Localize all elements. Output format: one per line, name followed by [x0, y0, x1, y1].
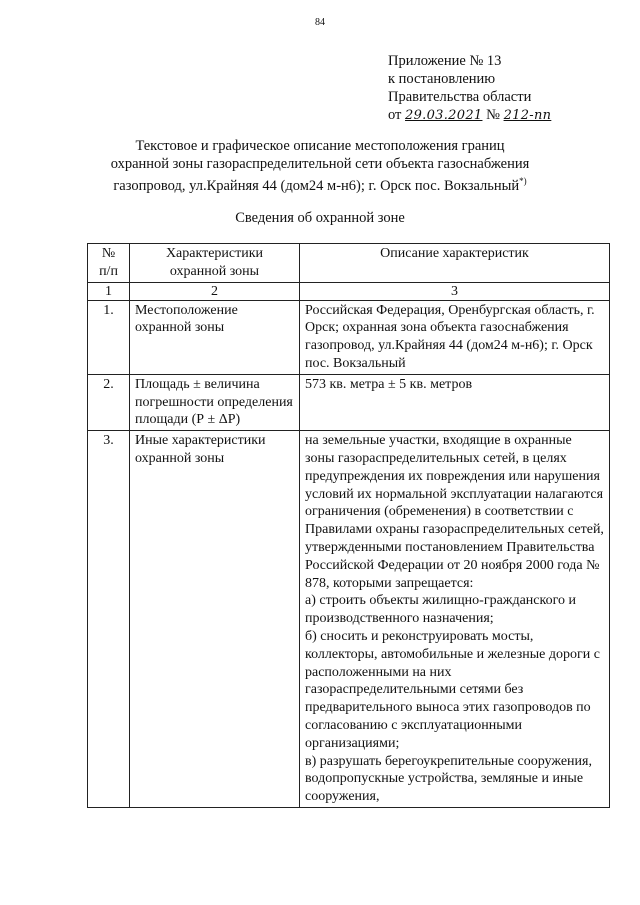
page-number: 84 [315, 17, 325, 28]
row-number: 3. [88, 431, 130, 808]
row-description: 573 кв. метра ± 5 кв. метров [300, 374, 610, 430]
handwritten-date: 29.03.2021 [405, 108, 483, 123]
appendix-block [388, 52, 551, 125]
table-row [88, 431, 610, 808]
title-line-2: охранной зоны газораспределительной сети объекта газоснабжения [110, 155, 530, 172]
row-number: 2. [88, 374, 130, 430]
index-1: 1 [88, 282, 130, 300]
date-prefix: от [388, 107, 402, 123]
footnote-mark: *) [519, 176, 527, 186]
row-description: на земельные участки, входящие в охранные зоны газораспределительных сетей, в целях предупреждения их повреждения или нарушения условий их нормальной эксплуатации налагаются ограничения (обременения) в соответствии с Правилами охраны газораспределительных сетей, утвержденными постановлением Правительства Российской Федерации от 20 ноября 2000 года № 878, которыми запрещается: а) строить объекты жилищно-гражданского и производственного назначения; б) сносить и реконструировать мосты, коллекторы, автомобильные и железные дороги с расположенными на них газораспределительными сетями без предварительного выноса этих газопроводов по согласованию с эксплуатационными организациями; в) разрушать берегоукрепительные сооружения, водопропускные устройства, земляные и иные сооружения, [300, 431, 610, 808]
appendix-line-3: Правительства области [388, 89, 532, 105]
header-characteristics: Характеристики охранной зоны [130, 244, 300, 283]
table-row [88, 300, 610, 374]
appendix-title: Приложение № 13 [388, 53, 502, 69]
row-characteristic: Местоположение охранной зоны [130, 300, 300, 374]
row-number: 1. [88, 300, 130, 374]
row-characteristic: Площадь ± величина погрешности определения площади (Р ± ΔР) [130, 374, 300, 430]
header-description: Описание характеристик [300, 244, 610, 283]
row-description: Российская Федерация, Оренбургская область, г. Орск; охранная зона объекта газоснабжения газопровод, ул.Крайняя 44 (дом24 м-н6); г. Орск пос. Вокзальный [300, 300, 610, 374]
title-line-1: Текстовое и графическое описание местоположения границ [135, 138, 505, 154]
document-title [40, 138, 600, 195]
appendix-date-line [388, 106, 551, 125]
column-index-row [88, 282, 610, 300]
section-subtitle: Сведения об охранной зоне [235, 210, 405, 226]
appendix-line-2: к постановлению [388, 71, 496, 87]
table-header-row [88, 244, 610, 283]
index-2: 2 [130, 282, 300, 300]
handwritten-number: 212-пп [503, 108, 552, 123]
title-line-3 [40, 173, 600, 195]
title-line-3-text: газопровод, ул.Крайняя 44 (дом24 м-н6); г. Орск пос. Вокзальный [113, 177, 520, 194]
row-characteristic: Иные характеристики охранной зоны [130, 431, 300, 808]
number-sign: № [486, 107, 500, 123]
table-row [88, 374, 610, 430]
header-number: № п/п [88, 244, 130, 283]
protection-zone-table [87, 243, 610, 808]
index-3: 3 [300, 282, 610, 300]
